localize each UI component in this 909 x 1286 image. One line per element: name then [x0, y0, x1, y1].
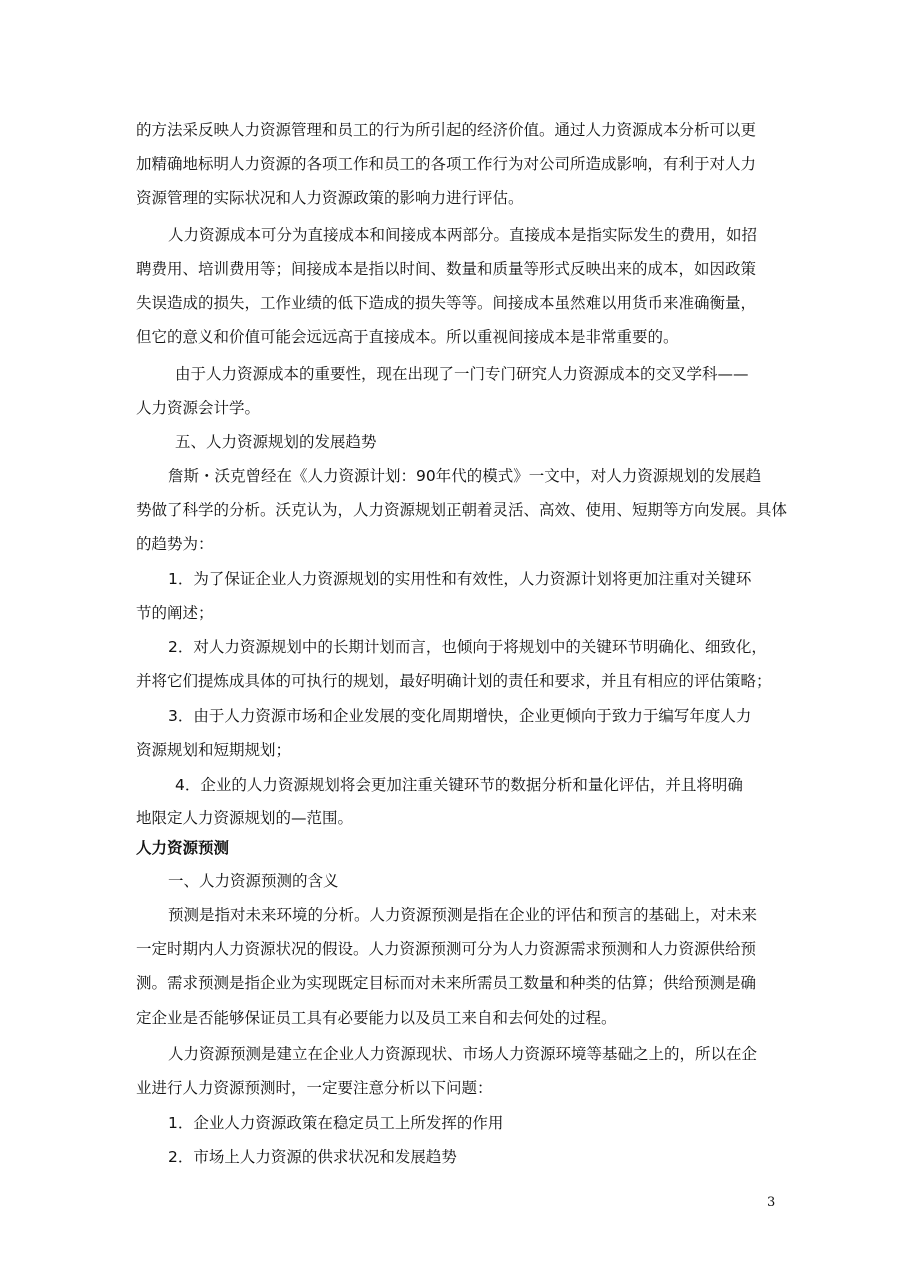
list-item: 地限定人力资源规划的—范围。	[136, 809, 354, 827]
list-item: 资源规划和短期规划；	[136, 741, 292, 759]
paragraph-line: 的趋势为：	[136, 535, 214, 553]
page-number: 3	[767, 1195, 776, 1210]
paragraph-line: 人力资源成本可分为直接成本和间接成本两部分。直接成本是指实际发生的费用，如招	[168, 226, 758, 244]
paragraph-line: 但它的意义和价值可能会远远高于直接成本。所以重视间接成本是非常重要的。	[136, 328, 679, 346]
list-item: 节的阐述；	[136, 604, 214, 622]
paragraph-line: 测。需求预测是指企业为实现既定目标而对未来所需员工数量和种类的估算；供给预测是确	[136, 974, 757, 992]
paragraph-line: 詹斯・沃克曾经在《人力资源计划：90年代的模式》一文中，对人力资源规划的发展趋	[168, 467, 762, 485]
paragraph-line: 定企业是否能够保证员工具有必要能力以及员工来自和去何处的过程。	[136, 1009, 617, 1027]
list-item: 4．企业的人力资源规划将会更加注重关键环节的数据分析和量化评估，并且将明确	[175, 776, 743, 794]
paragraph-line: 由于人力资源成本的重要性，现在出现了一门专门研究人力资源成本的交叉学科——	[175, 365, 749, 383]
paragraph-line: 人力资源会计学。	[136, 399, 261, 417]
section-subheading: 一、人力资源预测的含义	[168, 872, 339, 890]
paragraph-line: 加精确地标明人力资源的各项工作和员工的各项工作行为对公司所造成影响，有利于对人力	[136, 155, 757, 173]
paragraph-line: 聘费用、培训费用等；间接成本是指以时间、数量和质量等形式反映出来的成本，如因政策	[136, 260, 757, 278]
list-item: 2．市场上人力资源的供求状况和发展趋势	[168, 1148, 457, 1166]
paragraph-line: 人力资源预测是建立在企业人力资源现状、市场人力资源环境等基础之上的，所以在企	[168, 1045, 758, 1063]
paragraph-line: 业进行人力资源预测时，一定要注意分析以下问题：	[136, 1079, 493, 1097]
section-heading: 人力资源预测	[136, 839, 230, 857]
paragraph-line: 势做了科学的分析。沃克认为，人力资源规划正朝着灵活、高效、使用、短期等方向发展。具体	[136, 501, 788, 519]
section-subheading: 五、人力资源规划的发展趋势	[175, 433, 377, 451]
list-item: 3．由于人力资源市场和企业发展的变化周期增快，企业更倾向于致力于编写年度人力	[168, 707, 752, 725]
list-item: 1．企业人力资源政策在稳定员工上所发挥的作用	[168, 1114, 504, 1132]
list-item: 并将它们提炼成具体的可执行的规划，最好明确计划的责任和要求，并且有相应的评估策略；	[136, 672, 772, 690]
list-item: 1．为了保证企业人力资源规划的实用性和有效性，人力资源计划将更加注重对关键环	[168, 570, 752, 588]
paragraph-line: 预测是指对未来环境的分析。人力资源预测是指在企业的评估和预言的基础上，对未来	[168, 906, 758, 924]
paragraph-line: 失误造成的损失，工作业绩的低下造成的损失等等。间接成本虽然难以用货币来准确衡量，	[136, 294, 757, 312]
paragraph-line: 一定时期内人力资源状况的假设。人力资源预测可分为人力资源需求预测和人力资源供给预	[136, 940, 757, 958]
paragraph-line: 资源管理的实际状况和人力资源政策的影响力进行评估。	[136, 189, 524, 207]
list-item: 2．对人力资源规划中的长期计划而言，也倾向于将规划中的关键环节明确化、细致化，	[168, 638, 767, 656]
paragraph-line: 的方法采反映人力资源管理和员工的行为所引起的经济价值。通过人力资源成本分析可以更	[136, 121, 757, 139]
